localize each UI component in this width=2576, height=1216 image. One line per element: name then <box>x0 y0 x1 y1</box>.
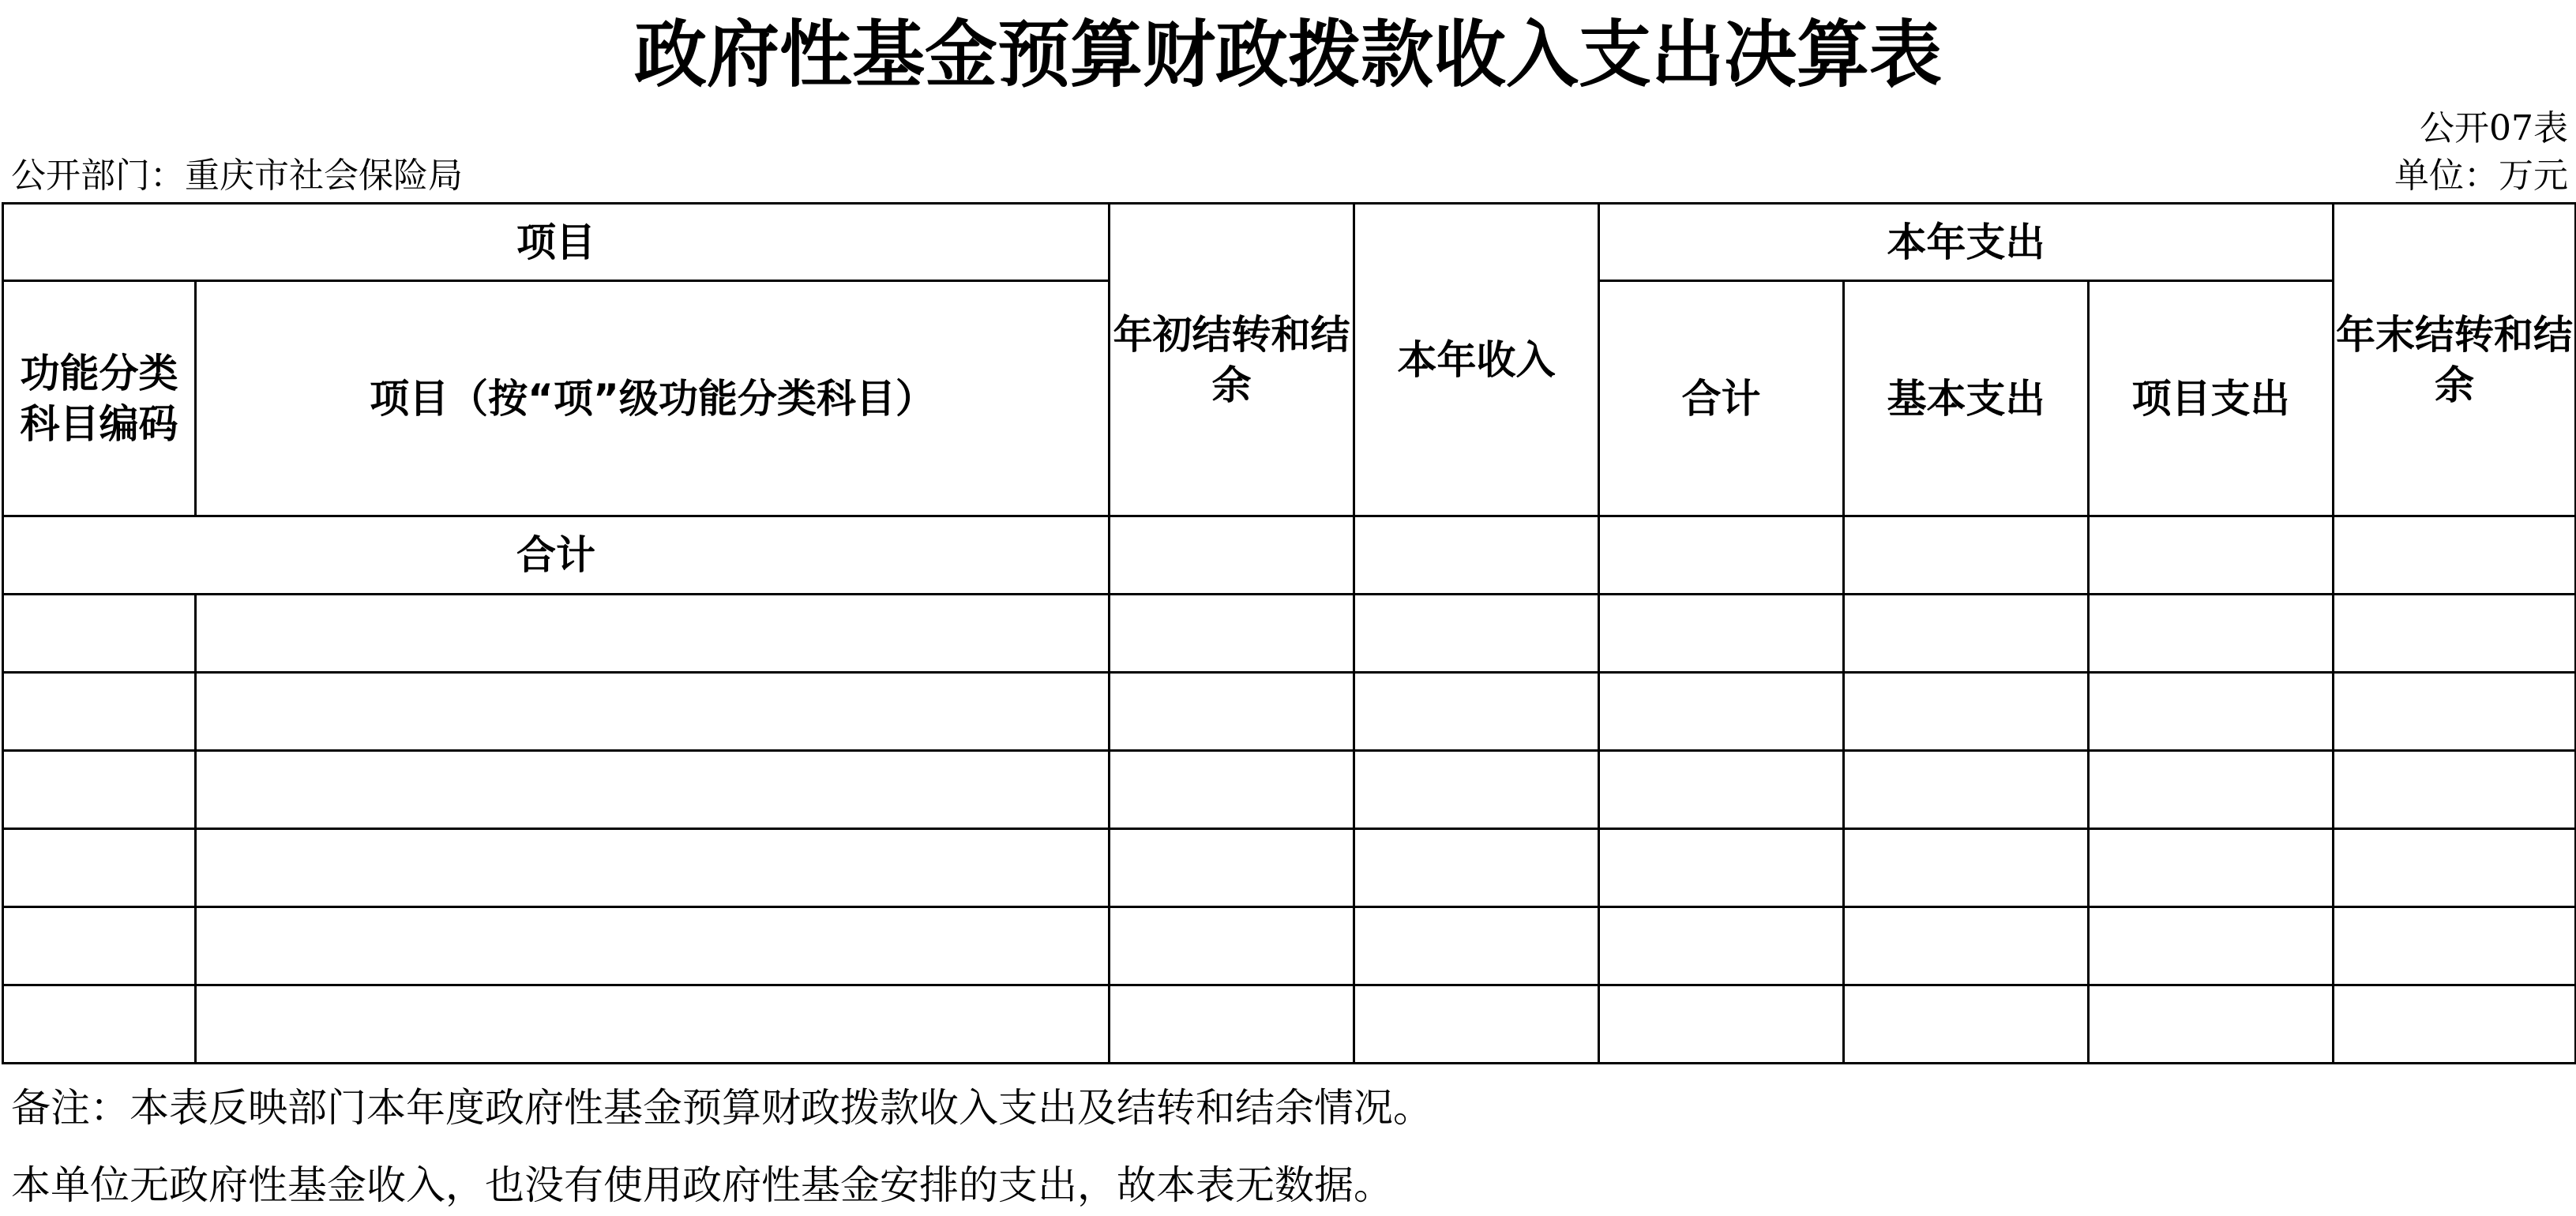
row-basic-expenditure <box>1844 673 2089 751</box>
row-name <box>196 673 1110 751</box>
header-current-expenditure-group: 本年支出 <box>1599 204 2334 281</box>
header-project-group: 项目 <box>3 204 1110 281</box>
table-row <box>3 595 2576 673</box>
row-expenditure-total <box>1599 595 1844 673</box>
row-name <box>196 829 1110 907</box>
total-basic-expenditure <box>1844 516 2089 595</box>
row-current-income <box>1354 673 1599 751</box>
row-opening-balance <box>1110 751 1354 829</box>
header-current-income: 本年收入 <box>1354 204 1599 516</box>
header-expenditure-total: 合计 <box>1599 281 1844 516</box>
table-row <box>3 985 2576 1064</box>
header-project-name: 项目（按“项”级功能分类科目） <box>196 281 1110 516</box>
row-expenditure-total <box>1599 985 1844 1064</box>
form-number: 公开07表 <box>2420 108 2568 148</box>
row-closing-balance <box>2334 673 2576 751</box>
header-closing-balance: 年末结转和结余 <box>2334 204 2576 516</box>
department-label: 公开部门：重庆市社会保险局 <box>11 156 463 196</box>
header-function-code: 功能分类科目编码 <box>3 281 196 516</box>
table-row <box>3 751 2576 829</box>
row-current-income <box>1354 829 1599 907</box>
header-project-expenditure: 项目支出 <box>2089 281 2334 516</box>
budget-table <box>2 202 2576 1064</box>
row-current-income <box>1354 907 1599 985</box>
header-row-1 <box>3 204 2576 281</box>
row-basic-expenditure <box>1844 595 2089 673</box>
footnote-description: 备注：本表反映部门本年度政府性基金预算财政拨款收入支出及结转和结余情况。 <box>11 1085 1433 1131</box>
row-code <box>3 907 196 985</box>
row-closing-balance <box>2334 595 2576 673</box>
table-row <box>3 673 2576 751</box>
header-opening-balance: 年初结转和结余 <box>1110 204 1354 516</box>
row-current-income <box>1354 985 1599 1064</box>
total-closing-balance <box>2334 516 2576 595</box>
row-expenditure-total <box>1599 751 1844 829</box>
row-expenditure-total <box>1599 673 1844 751</box>
table-row <box>3 907 2576 985</box>
row-expenditure-total <box>1599 907 1844 985</box>
row-opening-balance <box>1110 829 1354 907</box>
row-opening-balance <box>1110 595 1354 673</box>
row-name <box>196 595 1110 673</box>
total-row <box>3 516 2576 595</box>
total-project-expenditure <box>2089 516 2334 595</box>
row-expenditure-total <box>1599 829 1844 907</box>
total-opening-balance <box>1110 516 1354 595</box>
row-project-expenditure <box>2089 673 2334 751</box>
row-name <box>196 751 1110 829</box>
row-closing-balance <box>2334 829 2576 907</box>
table-row <box>3 829 2576 907</box>
row-project-expenditure <box>2089 985 2334 1064</box>
row-basic-expenditure <box>1844 907 2089 985</box>
total-current-income <box>1354 516 1599 595</box>
row-project-expenditure <box>2089 751 2334 829</box>
row-code <box>3 595 196 673</box>
row-basic-expenditure <box>1844 985 2089 1064</box>
row-code <box>3 751 196 829</box>
row-opening-balance <box>1110 673 1354 751</box>
row-basic-expenditure <box>1844 751 2089 829</box>
row-opening-balance <box>1110 985 1354 1064</box>
row-current-income <box>1354 751 1599 829</box>
row-basic-expenditure <box>1844 829 2089 907</box>
total-label: 合计 <box>3 516 1110 595</box>
unit-label: 单位：万元 <box>2394 156 2568 196</box>
row-name <box>196 907 1110 985</box>
row-project-expenditure <box>2089 595 2334 673</box>
row-closing-balance <box>2334 751 2576 829</box>
row-closing-balance <box>2334 907 2576 985</box>
row-closing-balance <box>2334 985 2576 1064</box>
row-opening-balance <box>1110 907 1354 985</box>
footnote-no-data: 本单位无政府性基金收入，也没有使用政府性基金安排的支出，故本表无数据。 <box>11 1162 1393 1208</box>
row-code <box>3 673 196 751</box>
row-current-income <box>1354 595 1599 673</box>
header-basic-expenditure: 基本支出 <box>1844 281 2089 516</box>
row-project-expenditure <box>2089 829 2334 907</box>
row-project-expenditure <box>2089 907 2334 985</box>
document-title: 政府性基金预算财政拨款收入支出决算表 <box>633 13 1942 97</box>
row-code <box>3 985 196 1064</box>
row-name <box>196 985 1110 1064</box>
row-code <box>3 829 196 907</box>
total-expenditure-total <box>1599 516 1844 595</box>
